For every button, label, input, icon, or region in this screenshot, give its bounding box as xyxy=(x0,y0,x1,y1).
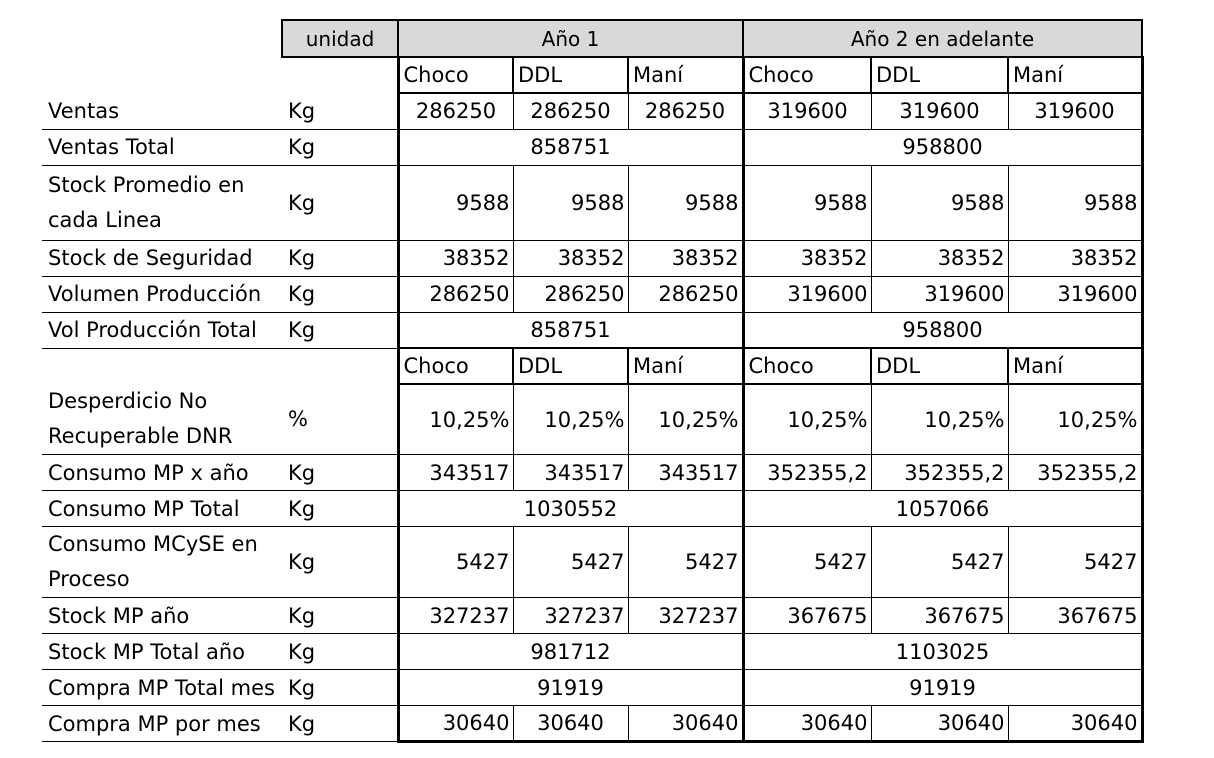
cell-value: 327237 xyxy=(513,598,628,634)
table-row xyxy=(42,129,1142,165)
merged-value: 1030552 xyxy=(398,491,743,527)
product-header-ddl: DDL xyxy=(871,57,1008,93)
cell-value: 327237 xyxy=(628,598,743,634)
row-label: Consumo MCySE en Proceso xyxy=(42,527,282,598)
product-header-choco: Choco xyxy=(743,57,871,93)
row-label: Stock MP año xyxy=(42,598,282,634)
row-label: Stock Promedio en cada Linea xyxy=(42,165,282,240)
products-row xyxy=(42,348,1142,384)
cell-value: 327237 xyxy=(398,598,513,634)
cell-value: 30640 xyxy=(743,706,871,742)
cell-value: 319600 xyxy=(743,93,871,129)
cell-value: 9588 xyxy=(871,165,1008,240)
cell-value: 10,25% xyxy=(398,384,513,455)
cell-value: 286250 xyxy=(398,93,513,129)
row-unit: Kg xyxy=(282,527,398,598)
cell-value: 286250 xyxy=(628,276,743,312)
row-unit: Kg xyxy=(282,129,398,165)
row-unit: Kg xyxy=(282,598,398,634)
cell-value: 5427 xyxy=(743,527,871,598)
cell-value: 38352 xyxy=(628,240,743,276)
cell-value: 5427 xyxy=(628,527,743,598)
row-label: Desperdicio No Recuperable DNR xyxy=(42,384,282,455)
product-header-ddl: DDL xyxy=(871,348,1008,384)
cell-value: 30640 xyxy=(628,706,743,742)
row-unit: Kg xyxy=(282,93,398,129)
cell-value: 286250 xyxy=(513,276,628,312)
cell-value: 5427 xyxy=(1008,527,1142,598)
table-row xyxy=(42,598,1142,634)
product-header-choco: Choco xyxy=(398,57,513,93)
cell-value: 343517 xyxy=(513,455,628,491)
row-label: Stock de Seguridad xyxy=(42,240,282,276)
row-unit: Kg xyxy=(282,670,398,706)
product-header-choco: Choco xyxy=(743,348,871,384)
product-header-ddl: DDL xyxy=(513,348,628,384)
table-row xyxy=(42,240,1142,276)
year2-header: Año 2 en adelante xyxy=(743,20,1142,57)
product-header-ddl: DDL xyxy=(513,57,628,93)
cell-value: 38352 xyxy=(743,240,871,276)
product-header-mani: Maní xyxy=(628,348,743,384)
row-label: Stock MP Total año xyxy=(42,634,282,670)
row-unit: Kg xyxy=(282,312,398,348)
table-row xyxy=(42,634,1142,670)
row-unit: Kg xyxy=(282,165,398,240)
row-unit: % xyxy=(282,384,398,455)
table-row xyxy=(42,527,1142,598)
table-row xyxy=(42,455,1142,491)
header-row xyxy=(42,20,1142,57)
cell-value: 5427 xyxy=(871,527,1008,598)
merged-value: 958800 xyxy=(743,312,1142,348)
cell-value: 30640 xyxy=(398,706,513,742)
row-label: Compra MP por mes xyxy=(42,706,282,742)
cell-value: 9588 xyxy=(743,165,871,240)
product-header-mani: Maní xyxy=(1008,57,1142,93)
product-header-mani: Maní xyxy=(628,57,743,93)
table-row xyxy=(42,670,1142,706)
table-row xyxy=(42,93,1142,129)
cell-value: 319600 xyxy=(1008,93,1142,129)
merged-value: 858751 xyxy=(398,129,743,165)
cell-value: 286250 xyxy=(513,93,628,129)
cell-value: 319600 xyxy=(1008,276,1142,312)
cell-value: 5427 xyxy=(513,527,628,598)
row-label: Volumen Producción xyxy=(42,276,282,312)
product-header-mani: Maní xyxy=(1008,348,1142,384)
empty-corner xyxy=(42,20,282,57)
table-row xyxy=(42,165,1142,240)
cell-value: 5427 xyxy=(398,527,513,598)
cell-value: 30640 xyxy=(871,706,1008,742)
table-row xyxy=(42,384,1142,455)
cell-value: 38352 xyxy=(1008,240,1142,276)
cell-value: 10,25% xyxy=(628,384,743,455)
merged-value: 958800 xyxy=(743,129,1142,165)
product-header-choco: Choco xyxy=(398,348,513,384)
cell-value: 9588 xyxy=(398,165,513,240)
table-row xyxy=(42,491,1142,527)
cell-value: 9588 xyxy=(628,165,743,240)
row-label: Consumo MP Total xyxy=(42,491,282,527)
unit-header: unidad xyxy=(282,20,398,57)
merged-value: 858751 xyxy=(398,312,743,348)
cell-value: 343517 xyxy=(628,455,743,491)
cell-value: 38352 xyxy=(513,240,628,276)
cell-value: 319600 xyxy=(743,276,871,312)
row-label: Compra MP Total mes xyxy=(42,670,282,706)
row-label: Ventas Total xyxy=(42,129,282,165)
row-unit: Kg xyxy=(282,455,398,491)
cell-value: 352355,2 xyxy=(871,455,1008,491)
year1-header: Año 1 xyxy=(398,20,743,57)
cell-value: 343517 xyxy=(398,455,513,491)
row-label: Ventas xyxy=(42,93,282,129)
merged-value: 1057066 xyxy=(743,491,1142,527)
cell-value: 10,25% xyxy=(513,384,628,455)
merged-value: 91919 xyxy=(743,670,1142,706)
row-unit: Kg xyxy=(282,706,398,742)
table-row xyxy=(42,706,1142,742)
cell-value: 9588 xyxy=(1008,165,1142,240)
cell-value: 10,25% xyxy=(743,384,871,455)
cell-value: 352355,2 xyxy=(1008,455,1142,491)
table-row xyxy=(42,276,1142,312)
cell-value: 367675 xyxy=(743,598,871,634)
cell-value: 30640 xyxy=(1008,706,1142,742)
row-label: Vol Producción Total xyxy=(42,312,282,348)
cell-value: 38352 xyxy=(398,240,513,276)
cell-value: 10,25% xyxy=(1008,384,1142,455)
cell-value: 319600 xyxy=(871,93,1008,129)
cell-value: 286250 xyxy=(398,276,513,312)
merged-value: 91919 xyxy=(398,670,743,706)
row-unit: Kg xyxy=(282,491,398,527)
table-row xyxy=(42,312,1142,348)
cell-value: 9588 xyxy=(513,165,628,240)
cell-value: 30640 xyxy=(513,706,628,742)
merged-value: 1103025 xyxy=(743,634,1142,670)
cell-value: 38352 xyxy=(871,240,1008,276)
cell-value: 352355,2 xyxy=(743,455,871,491)
cell-value: 319600 xyxy=(871,276,1008,312)
cell-value: 367675 xyxy=(1008,598,1142,634)
row-label: Consumo MP x año xyxy=(42,455,282,491)
merged-value: 981712 xyxy=(398,634,743,670)
cell-value: 367675 xyxy=(871,598,1008,634)
row-unit: Kg xyxy=(282,634,398,670)
cell-value: 10,25% xyxy=(871,384,1008,455)
row-unit: Kg xyxy=(282,276,398,312)
row-unit: Kg xyxy=(282,240,398,276)
products-row xyxy=(42,57,1142,93)
production-table xyxy=(42,19,1144,743)
cell-value: 286250 xyxy=(628,93,743,129)
